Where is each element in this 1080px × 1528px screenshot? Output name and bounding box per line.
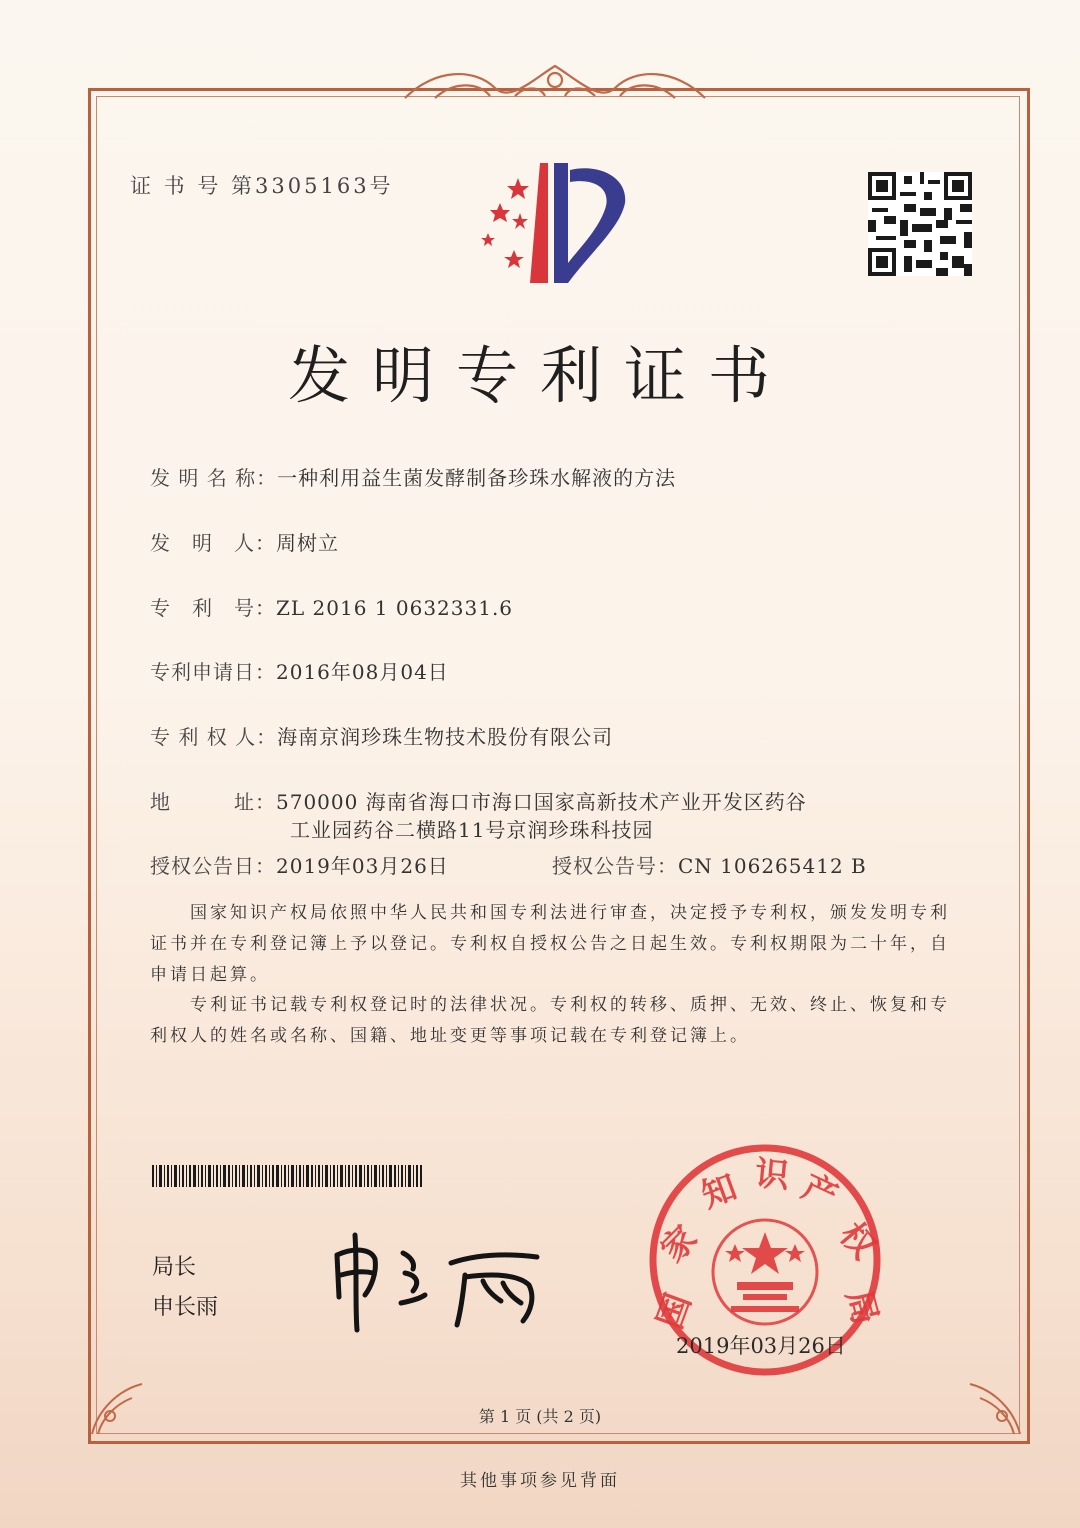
field-patent-number: [150, 592, 513, 621]
grant-date-label: 授权公告日：: [150, 854, 276, 878]
inventor-label: 发 明 人：: [150, 531, 276, 555]
svg-text:局: 局: [837, 1285, 885, 1329]
barcode-icon: [152, 1165, 422, 1187]
field-filing-date: [150, 656, 449, 685]
director-name: 申长雨: [152, 1295, 219, 1320]
handwritten-signature: [325, 1225, 555, 1335]
inventor-value: 周树立: [276, 531, 339, 555]
qr-code-icon: [868, 172, 972, 276]
field-inventor: [150, 527, 339, 556]
svg-text:知: 知: [696, 1167, 743, 1217]
patent-number-label: 专 利 号：: [150, 596, 276, 620]
field-address: [150, 786, 807, 815]
filing-date-label: 专利申请日：: [150, 660, 276, 684]
svg-text:产: 产: [795, 1166, 844, 1218]
address-label: 地 址：: [150, 790, 276, 814]
patentee-label: 专 利 权 人：: [150, 725, 278, 749]
filing-date-value: 2016年08月04日: [276, 660, 449, 684]
svg-text:家: 家: [653, 1218, 706, 1271]
svg-text:国: 国: [650, 1288, 700, 1335]
statement-paragraph-1: 国家知识产权局依照中华人民共和国专利法进行审查，决定授予专利权，颁发发明专利证书并在专利登记簿上予以登记。专利权自授权公告之日起生效。专利权期限为二十年，自申请日起算。: [150, 903, 950, 985]
field-invention-name: [150, 462, 676, 491]
top-ornament: [395, 58, 715, 108]
address-line-1: 570000 海南省海口市海口国家高新技术产业开发区药谷: [276, 790, 807, 814]
field-patentee: [150, 721, 613, 750]
svg-text:权: 权: [831, 1215, 884, 1267]
address-line-2: 工业园药谷二横路11号京润珍珠科技园: [290, 818, 654, 842]
grant-date-value: 2019年03月26日: [276, 854, 449, 878]
invention-name-label: 发 明 名 称：: [150, 466, 278, 490]
svg-text:识: 识: [753, 1153, 791, 1197]
certificate-number: 证 书 号 第3305163号: [130, 174, 394, 198]
field-grant-date: [150, 850, 449, 879]
statement-paragraph-2: 专利证书记载专利权登记时的法律状况。专利权的转移、质押、无效、终止、恢复和专利权人的姓名或名称、国籍、地址变更等事项记载在专利登记簿上。: [150, 995, 950, 1046]
director-title: 局长: [152, 1255, 197, 1280]
invention-name-value: 一种利用益生菌发酵制备珍珠水解液的方法: [277, 466, 677, 490]
footer-note: 其他事项参见背面: [460, 1471, 620, 1491]
grant-number-label: 授权公告号：: [552, 854, 678, 878]
page-number: 第 1 页 (共 2 页): [478, 1407, 602, 1426]
field-grant-number: [552, 850, 867, 879]
grant-number-value: CN 106265412 B: [678, 854, 867, 878]
patent-number-value: ZL 2016 1 0632331.6: [276, 596, 514, 620]
seal-date: 2019年03月26日: [676, 1334, 846, 1358]
patentee-value: 海南京润珍珠生物技术股份有限公司: [277, 725, 614, 749]
patent-office-logo-icon: [470, 158, 640, 290]
certificate-title: 发明专利证书: [287, 339, 792, 412]
